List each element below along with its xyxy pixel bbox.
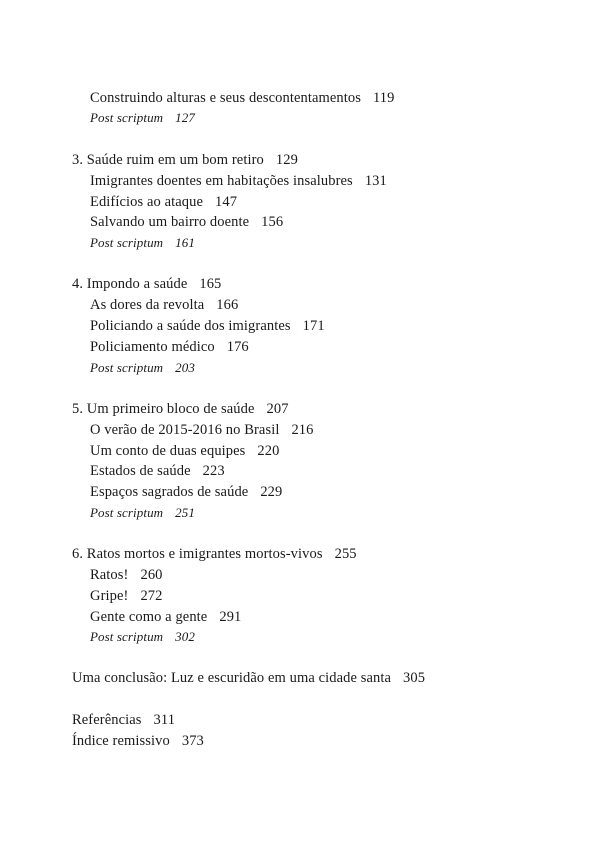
toc-entry xyxy=(90,296,238,314)
toc-chapter-page: 207 xyxy=(266,401,289,417)
toc-entry xyxy=(90,483,282,501)
toc-entry-page: 171 xyxy=(302,318,325,334)
toc-entry-page: 147 xyxy=(215,194,238,210)
toc-entry-page: 216 xyxy=(291,422,314,438)
toc-chapter-title: 3. Saúde ruim em um bom retiro xyxy=(72,152,264,168)
toc-entry-page: 220 xyxy=(257,443,280,459)
toc-chapter xyxy=(72,151,298,169)
toc-entry-title: Post scriptum xyxy=(90,110,164,125)
toc-entry xyxy=(90,587,163,605)
toc-entry-page: 302 xyxy=(175,629,195,644)
toc-chapter-page: 129 xyxy=(275,152,298,168)
toc-entry-page: 176 xyxy=(226,339,249,355)
toc-chapter xyxy=(72,400,289,418)
toc-entry-title: O verão de 2015-2016 no Brasil xyxy=(90,422,280,438)
toc-entry-page: 161 xyxy=(175,235,195,250)
toc-entry-page: 203 xyxy=(175,360,195,375)
toc-entry-page: 127 xyxy=(175,110,195,125)
toc-entry-title: Policiamento médico xyxy=(90,339,215,355)
toc-chapter-page: 255 xyxy=(334,546,357,562)
toc-entry xyxy=(90,421,314,439)
toc-index-page: 373 xyxy=(181,733,204,749)
toc-references-title: Referências xyxy=(72,712,142,728)
toc-entry xyxy=(90,213,283,231)
toc-entry-page: 272 xyxy=(140,588,163,604)
toc-entry-title: As dores da revolta xyxy=(90,297,205,313)
toc-entry-title: Post scriptum xyxy=(90,235,164,250)
toc-entry-title: Policiando a saúde dos imigrantes xyxy=(90,318,291,334)
toc-entry-page: 251 xyxy=(175,505,195,520)
toc-index xyxy=(72,732,204,750)
toc-references-page: 311 xyxy=(153,712,176,728)
toc-chapter xyxy=(72,275,221,293)
toc-entry-page: 229 xyxy=(260,484,283,500)
toc-entry-title: Um conto de duas equipes xyxy=(90,443,246,459)
toc-entry-page: 291 xyxy=(219,609,242,625)
toc-entry xyxy=(90,317,325,335)
toc-entry-title: Gripe! xyxy=(90,588,129,604)
toc-entry-title: Gente como a gente xyxy=(90,609,208,625)
toc-entry-page: 156 xyxy=(261,214,284,230)
toc-entry-title: Salvando um bairro doente xyxy=(90,214,250,230)
toc-entry xyxy=(90,172,387,190)
toc-entry-page: 119 xyxy=(373,90,395,106)
toc-chapter-page: 165 xyxy=(199,276,222,292)
toc-chapter-title: 6. Ratos mortos e imigrantes mortos-vivos xyxy=(72,546,323,562)
toc-chapter-title: 5. Um primeiro bloco de saúde xyxy=(72,401,255,417)
toc-entry-post-scriptum xyxy=(90,504,195,522)
toc-entry-post-scriptum xyxy=(90,234,195,252)
toc-entry xyxy=(90,193,237,211)
toc-entry-page: 260 xyxy=(140,567,163,583)
toc-entry-post-scriptum xyxy=(90,628,195,646)
toc-entry-title: Post scriptum xyxy=(90,629,164,644)
toc-references xyxy=(72,711,175,729)
toc-conclusion xyxy=(72,669,425,687)
toc-entry-post-scriptum xyxy=(90,109,195,127)
toc-chapter xyxy=(72,545,357,563)
toc-entry-title: Espaços sagrados de saúde xyxy=(90,484,249,500)
toc-entry-title: Edifícios ao ataque xyxy=(90,194,204,210)
toc-entry-title: Post scriptum xyxy=(90,360,164,375)
toc-entry-page: 223 xyxy=(202,463,225,479)
toc-entry-title: Construindo alturas e seus descontentamentos xyxy=(90,90,361,106)
toc-chapter-title: 4. Impondo a saúde xyxy=(72,276,188,292)
toc-entry-title: Imigrantes doentes em habitações insalubres xyxy=(90,173,353,189)
toc-entry xyxy=(90,608,241,626)
toc-entry-title: Estados de saúde xyxy=(90,463,191,479)
toc-entry-title: Ratos! xyxy=(90,567,129,583)
toc-entry-page: 131 xyxy=(364,173,387,189)
toc-entry-title: Post scriptum xyxy=(90,505,164,520)
toc-entry xyxy=(90,89,395,107)
toc-entry xyxy=(90,566,163,584)
toc-entry xyxy=(90,442,279,460)
toc-entry-page: 166 xyxy=(216,297,239,313)
toc-entry-post-scriptum xyxy=(90,359,195,377)
toc-conclusion-page: 305 xyxy=(403,670,426,686)
toc-entry xyxy=(90,338,249,356)
toc-entry xyxy=(90,462,225,480)
toc-index-title: Índice remissivo xyxy=(72,733,170,749)
toc-conclusion-title: Uma conclusão: Luz e escuridão em uma cidade santa xyxy=(72,670,392,686)
